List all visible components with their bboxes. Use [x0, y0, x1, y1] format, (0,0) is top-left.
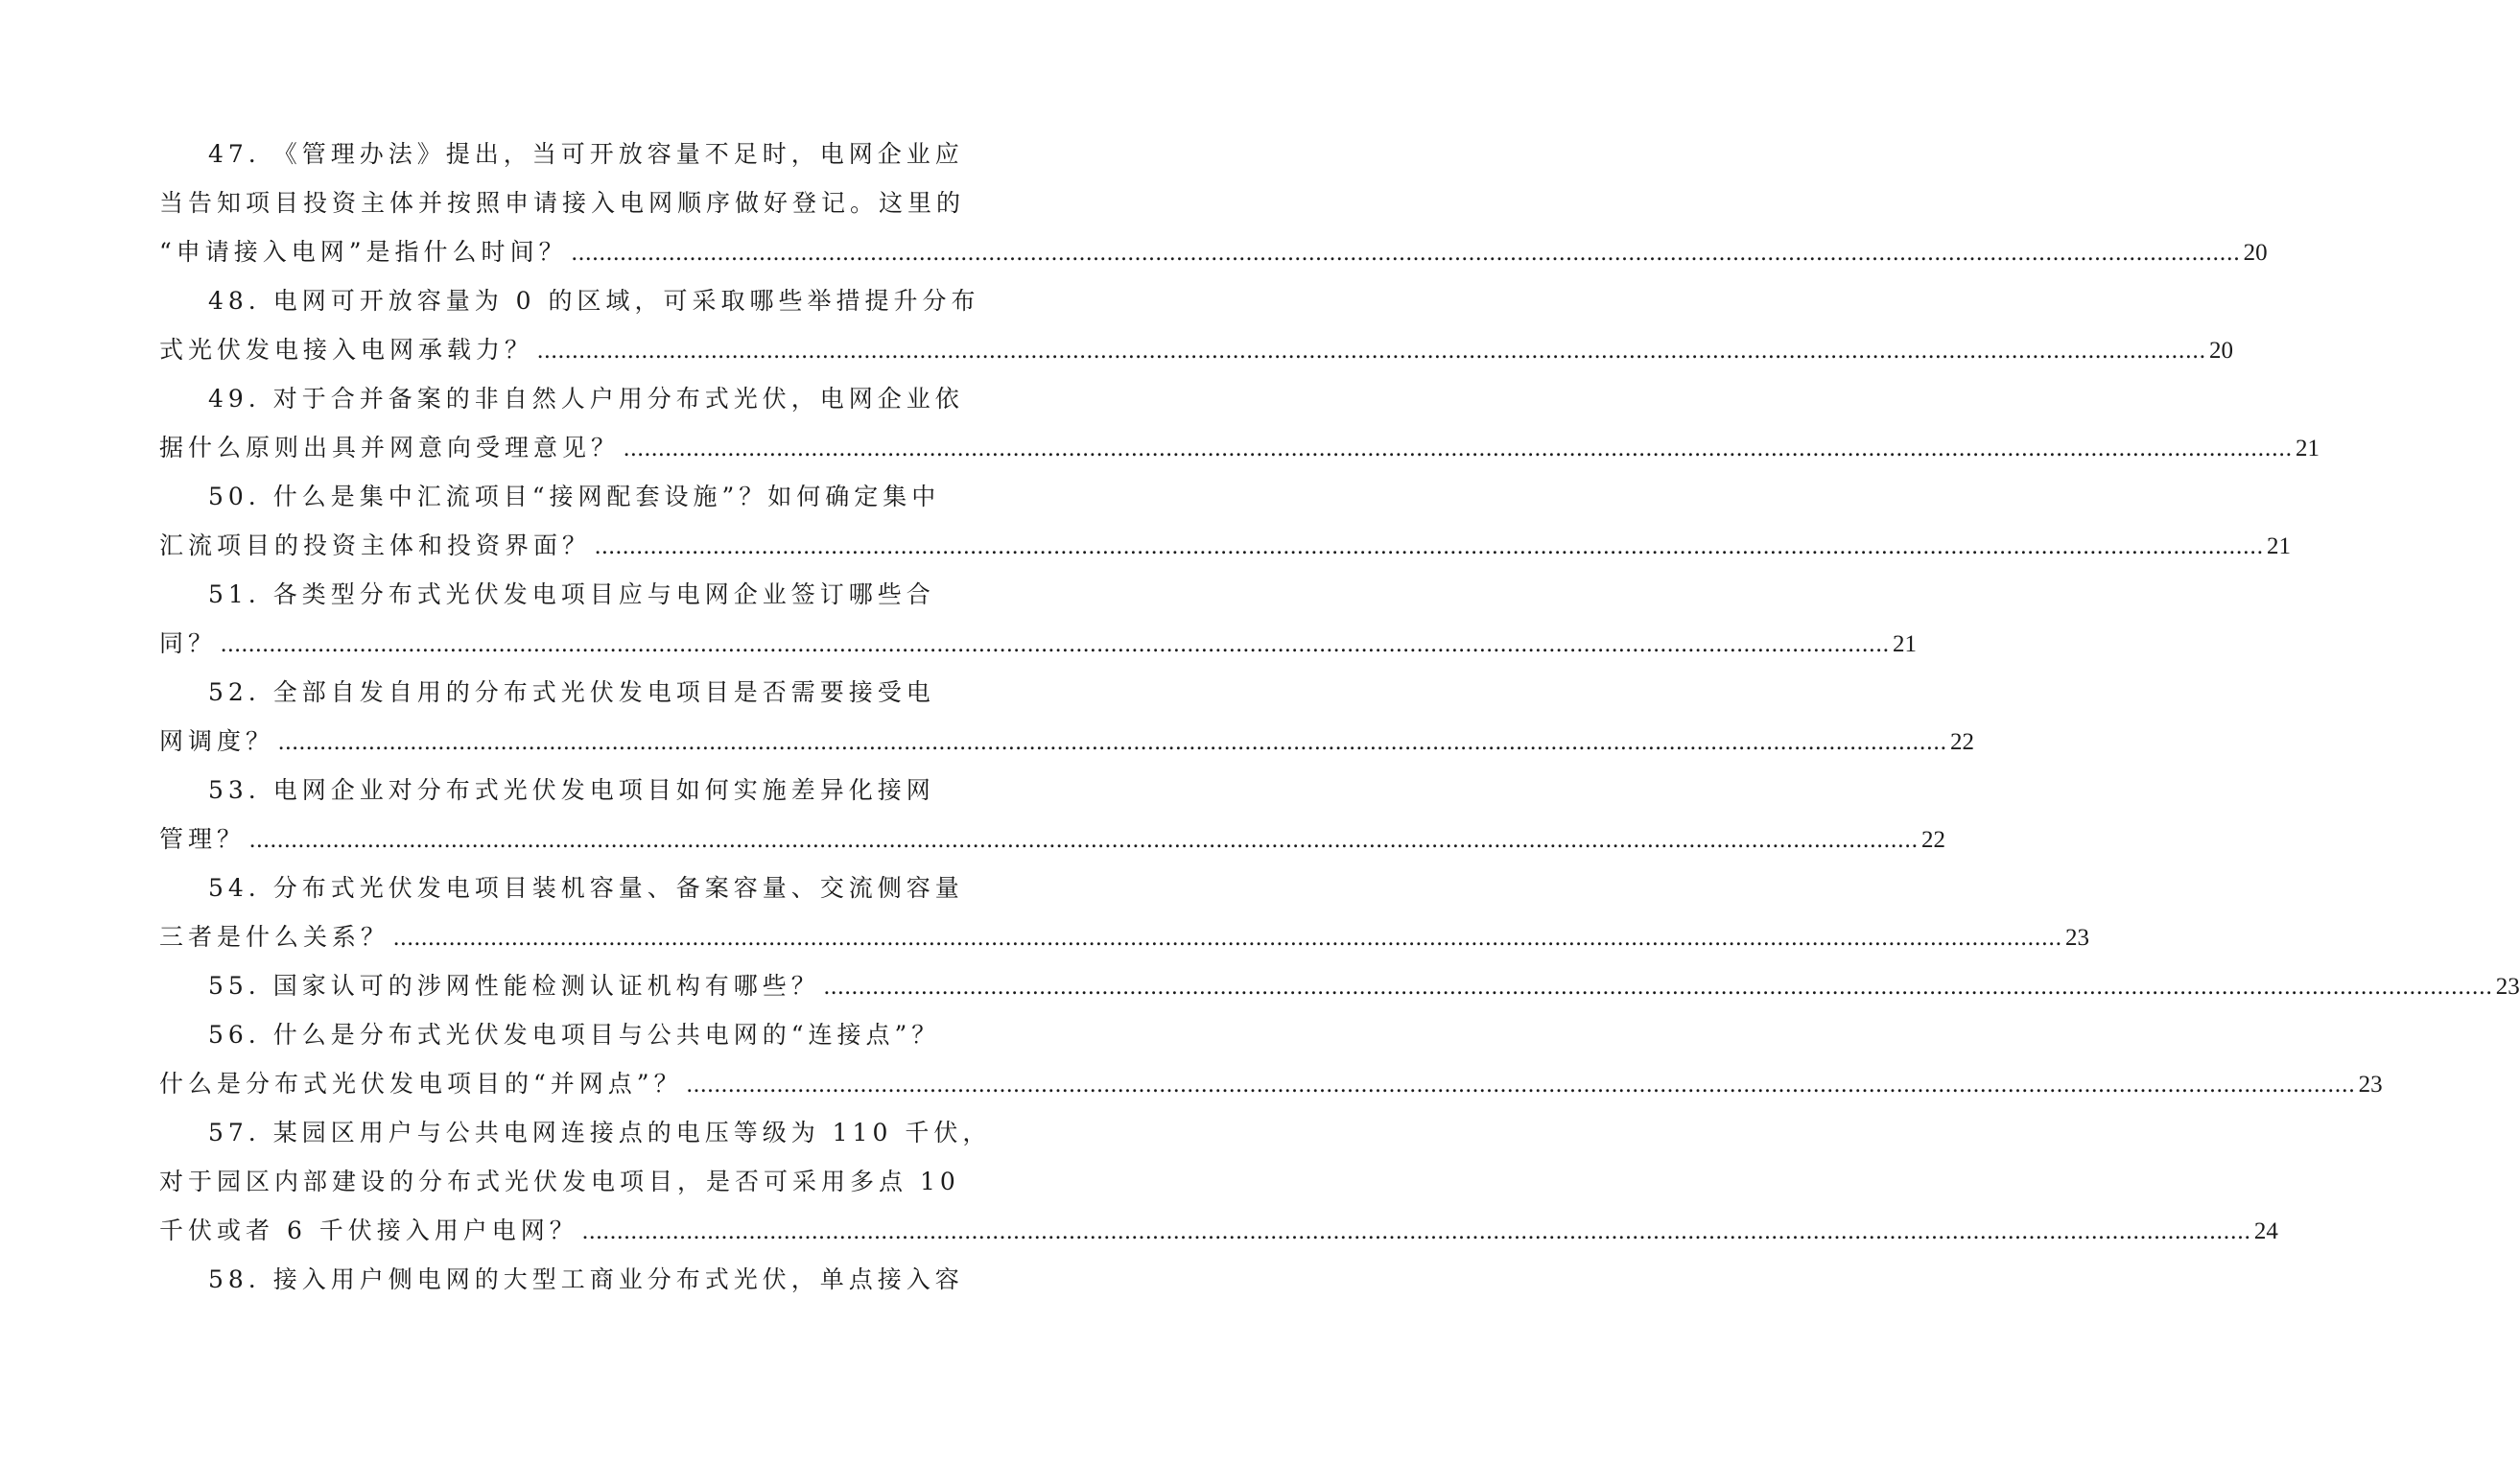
toc-leader-dots	[582, 1207, 2251, 1256]
toc-entry-line	[159, 1206, 2278, 1255]
toc-entry-line	[159, 717, 1975, 766]
toc-entry-line	[159, 374, 964, 423]
toc-leader-dots	[278, 718, 1947, 767]
table-of-contents	[159, 130, 2520, 1304]
toc-entry-text: 51. 各类型分布式光伏发电项目应与电网企业签订哪些合	[208, 580, 935, 608]
toc-page-number: 22	[1921, 827, 1946, 853]
toc-entry-line	[159, 1157, 960, 1206]
toc-entry-line	[159, 766, 935, 815]
toc-entry-line	[159, 276, 980, 325]
toc-page-number: 21	[2296, 436, 2320, 461]
toc-page-number: 21	[1893, 631, 1918, 657]
toc-entry[interactable]	[159, 668, 1975, 766]
toc-entry[interactable]	[159, 472, 2292, 570]
toc-leader-dots	[221, 620, 1890, 669]
toc-entry-line	[159, 619, 1918, 668]
toc-entry-text: 53. 电网企业对分布式光伏发电项目如何实施差异化接网	[208, 776, 935, 804]
toc-entry-line	[159, 521, 2292, 570]
toc-entry-line	[159, 472, 941, 521]
toc-leader-dots	[537, 326, 2206, 375]
toc-entry-text: “申请接入电网”是指什么时间？	[159, 238, 568, 266]
toc-entry-text: 49. 对于合并备案的非自然人户用分布式光伏，电网企业依	[208, 385, 964, 413]
toc-entry-text: 55. 国家认可的涉网性能检测认证机构有哪些？	[208, 972, 820, 1000]
toc-entry-line	[159, 1059, 2383, 1108]
toc-entry-line	[159, 668, 935, 717]
toc-leader-dots	[249, 815, 1919, 864]
toc-entry-text: 48. 电网可开放容量为 0 的区域，可采取哪些举措提升分布	[208, 287, 980, 315]
toc-entry-line	[159, 1010, 941, 1059]
toc-page-number: 23	[2065, 925, 2090, 951]
toc-entry-text: 56. 什么是分布式光伏发电项目与公共电网的“连接点”？	[208, 1021, 941, 1049]
toc-leader-dots	[624, 424, 2293, 473]
toc-entry-line	[159, 1108, 992, 1157]
toc-entry-line	[159, 863, 964, 912]
toc-leader-dots	[595, 522, 2264, 571]
toc-entry-line	[159, 423, 2320, 472]
toc-page-number: 23	[2495, 974, 2520, 1000]
toc-entry[interactable]	[159, 374, 2320, 472]
toc-entry-line	[159, 961, 2520, 1010]
toc-page-number: 23	[2358, 1072, 2383, 1098]
toc-entry[interactable]	[159, 276, 2234, 374]
toc-page-number: 21	[2267, 533, 2292, 559]
toc-entry-line	[159, 325, 2234, 374]
toc-entry-text: 汇流项目的投资主体和投资界面？	[159, 532, 592, 559]
toc-entry-line	[159, 570, 935, 619]
toc-entry[interactable]	[159, 961, 2520, 1010]
toc-leader-dots	[393, 913, 2062, 962]
toc-entry-line	[159, 912, 2090, 961]
toc-page-number: 22	[1950, 729, 1975, 755]
toc-page-number: 20	[2209, 338, 2234, 364]
toc-entry-text: 同？	[159, 629, 218, 657]
toc-entry-text: 50. 什么是集中汇流项目“接网配套设施”？如何确定集中	[208, 483, 941, 510]
toc-page-number: 20	[2243, 240, 2268, 266]
toc-leader-dots	[824, 962, 2493, 1011]
toc-entry[interactable]	[159, 863, 2090, 961]
toc-entry-text: 什么是分布式光伏发电项目的“并网点”？	[159, 1070, 683, 1098]
toc-entry-line	[159, 130, 964, 178]
toc-entry[interactable]	[159, 570, 1918, 668]
toc-entry-text: 52. 全部自发自用的分布式光伏发电项目是否需要接受电	[208, 678, 935, 706]
toc-entry-line	[159, 227, 2268, 276]
toc-entry-text: 47. 《管理办法》提出，当可开放容量不足时，电网企业应	[208, 140, 964, 168]
toc-entry[interactable]	[159, 766, 1946, 863]
toc-entry-text: 58. 接入用户侧电网的大型工商业分布式光伏，单点接入容	[208, 1265, 964, 1293]
toc-entry[interactable]	[159, 130, 2268, 276]
toc-entry-line	[159, 178, 966, 227]
toc-entry[interactable]	[159, 1010, 2383, 1108]
toc-entry-text: 据什么原则出具并网意向受理意见？	[159, 434, 621, 461]
toc-entry-text: 三者是什么关系？	[159, 923, 390, 951]
toc-entry-line	[159, 815, 1946, 863]
toc-entry-text: 网调度？	[159, 727, 275, 755]
toc-entry-text: 式光伏发电接入电网承载力？	[159, 336, 534, 364]
toc-entry[interactable]	[159, 1108, 2278, 1255]
toc-leader-dots	[687, 1060, 2356, 1109]
toc-entry-text: 对于园区内部建设的分布式光伏发电项目，是否可采用多点 10	[159, 1168, 960, 1195]
toc-entry-text: 54. 分布式光伏发电项目装机容量、备案容量、交流侧容量	[208, 874, 964, 902]
toc-entry-text: 57. 某园区用户与公共电网连接点的电压等级为 110 千伏，	[208, 1119, 992, 1146]
toc-entry[interactable]	[159, 1255, 964, 1304]
toc-entry-text: 管理？	[159, 825, 247, 853]
toc-leader-dots	[572, 228, 2241, 277]
toc-page-number: 24	[2253, 1218, 2278, 1244]
toc-entry-text: 当告知项目投资主体并按照申请接入电网顺序做好登记。这里的	[159, 189, 966, 217]
toc-entry-text: 千伏或者 6 千伏接入用户电网？	[159, 1217, 578, 1244]
toc-entry-line	[159, 1255, 964, 1304]
